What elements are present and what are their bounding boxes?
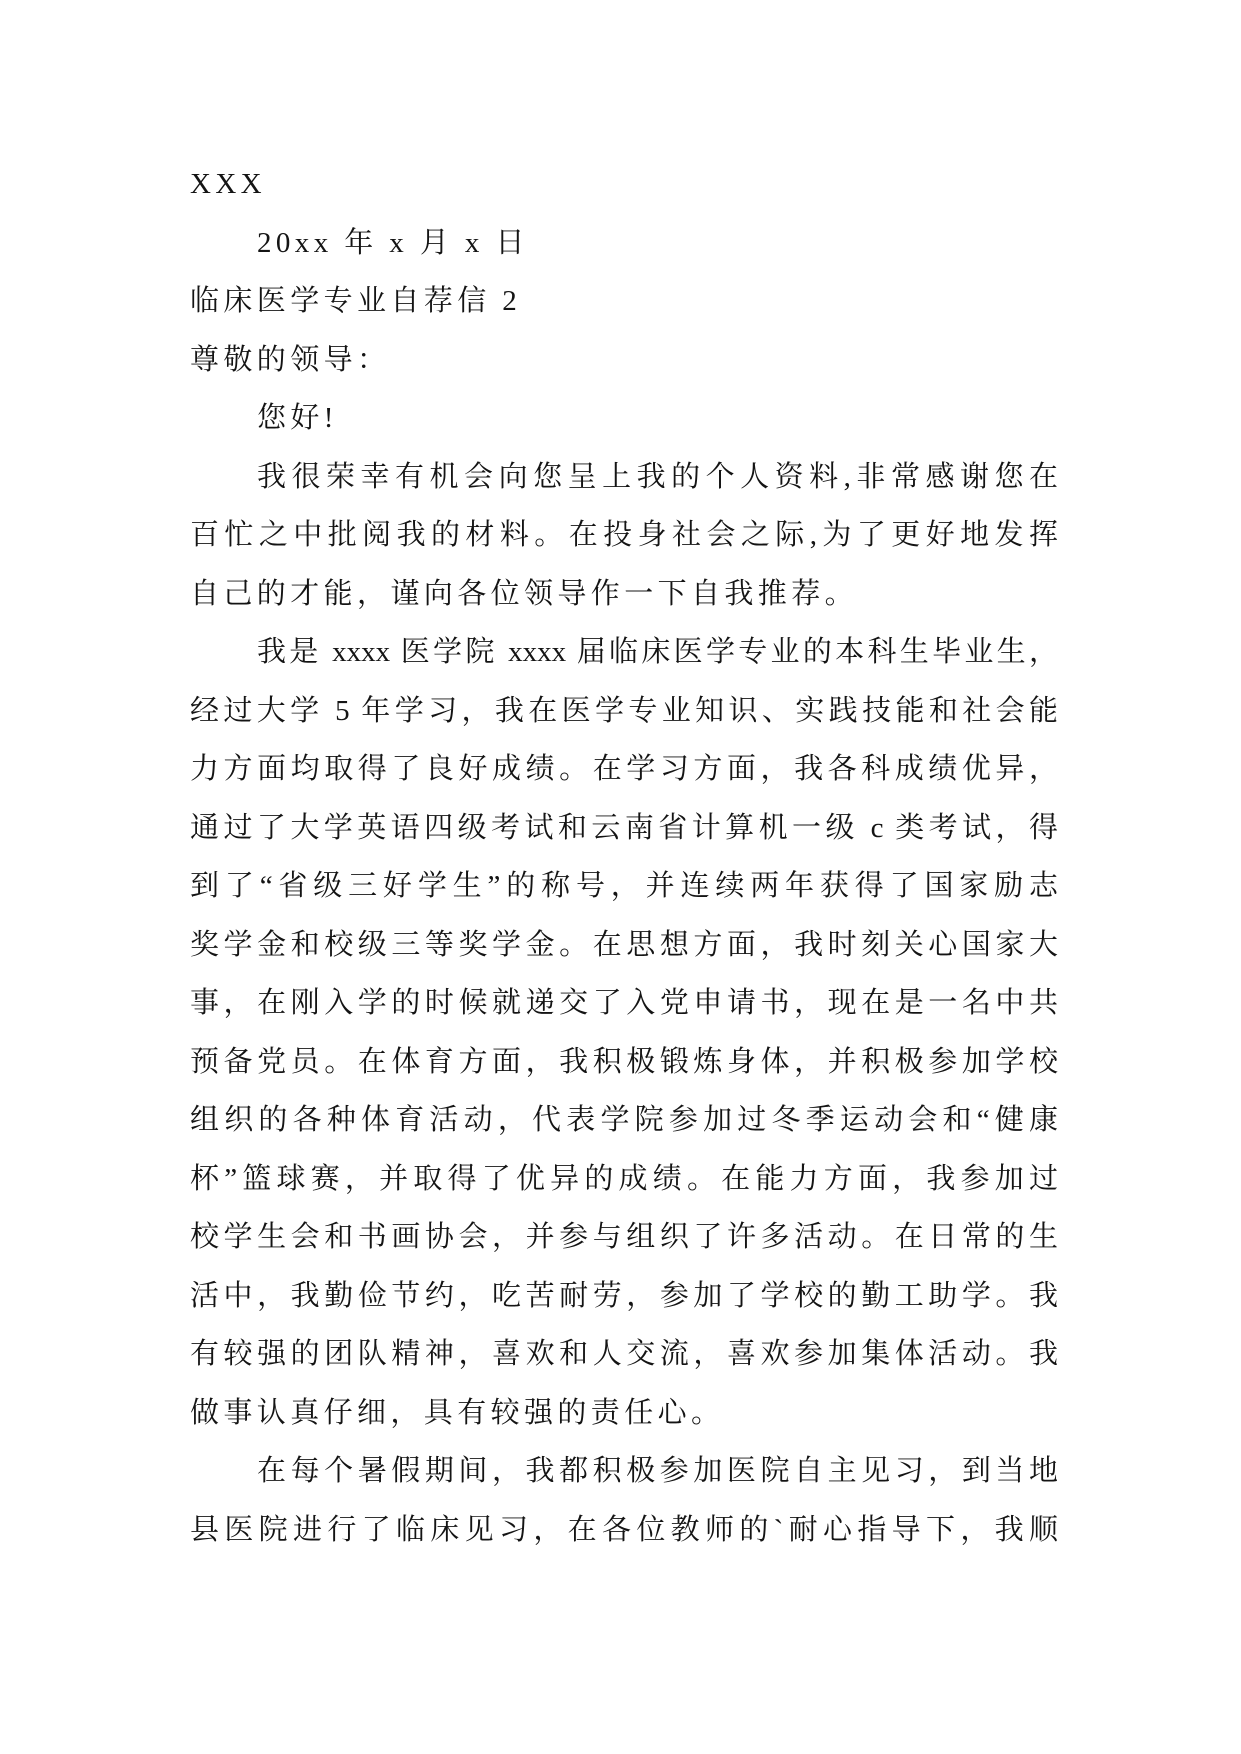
paragraph-internship xyxy=(190,1442,1058,1559)
paragraph-line: 预备党员。在体育方面，我积极锻炼身体，并积极参加学校 xyxy=(190,1045,1058,1078)
paragraph-line: 奖学金和校级三等奖学金。在思想方面，我时刻关心国家大 xyxy=(190,928,1058,961)
paragraph-line: 事，在刚入学的时候就递交了入党申请书，现在是一名中共 xyxy=(190,987,1058,1019)
paragraph-line: 自己的才能，谨向各位领导作一下自我推荐。 xyxy=(190,577,859,610)
paragraph-line: 通过了大学英语四级考试和云南省计算机一级 c 类考试，得 xyxy=(190,811,1058,844)
greeting: 您好! xyxy=(257,402,338,434)
document-body xyxy=(190,155,1058,1559)
paragraph-line: 百忙之中批阅我的材料。在投身社会之际,为了更好地发挥 xyxy=(190,519,1058,551)
signature: XXX xyxy=(190,168,267,200)
salutation: 尊敬的领导： xyxy=(190,343,391,376)
paragraph-line: 组织的各种体育活动，代表学院参加过冬季运动会和“健康 xyxy=(190,1104,1058,1136)
paragraph-line: 有较强的团队精神，喜欢和人交流，喜欢参加集体活动。我 xyxy=(190,1338,1058,1370)
paragraph-line: 经过大学 5 年学习，我在医学专业知识、实践技能和社会能 xyxy=(190,694,1058,727)
paragraph-line: 在每个暑假期间，我都积极参加医院自主见习，到当地 xyxy=(257,1455,1058,1487)
date: 20xx 年 x 月 x 日 xyxy=(257,226,529,259)
paragraph-line: 县医院进行了临床见习，在各位教师的`耐心指导下，我顺 xyxy=(190,1513,1058,1546)
paragraph-line: 我是 xxxx 医学院 xxxx 届临床医学专业的本科生毕业生， xyxy=(257,636,1058,668)
letter-title: 临床医学专业自荐信 2 xyxy=(190,285,522,317)
paragraph-line: 活中，我勤俭节约，吃苦耐劳，参加了学校的勤工助学。我 xyxy=(190,1279,1058,1312)
paragraph-line: 我很荣幸有机会向您呈上我的个人资料,非常感谢您在 xyxy=(257,460,1058,493)
paragraph-line: 杯”篮球赛，并取得了优异的成绩。在能力方面，我参加过 xyxy=(190,1162,1058,1195)
paragraph-background xyxy=(190,623,1058,1442)
paragraph-line: 到了“省级三好学生”的称号，并连续两年获得了国家励志 xyxy=(190,870,1058,902)
paragraph-line: 力方面均取得了良好成绩。在学习方面，我各科成绩优异， xyxy=(190,753,1058,785)
paragraph-line: 做事认真仔细，具有较强的责任心。 xyxy=(190,1396,725,1429)
paragraph-introduction xyxy=(190,448,1058,624)
paragraph-line: 校学生会和书画协会，并参与组织了许多活动。在日常的生 xyxy=(190,1221,1058,1253)
